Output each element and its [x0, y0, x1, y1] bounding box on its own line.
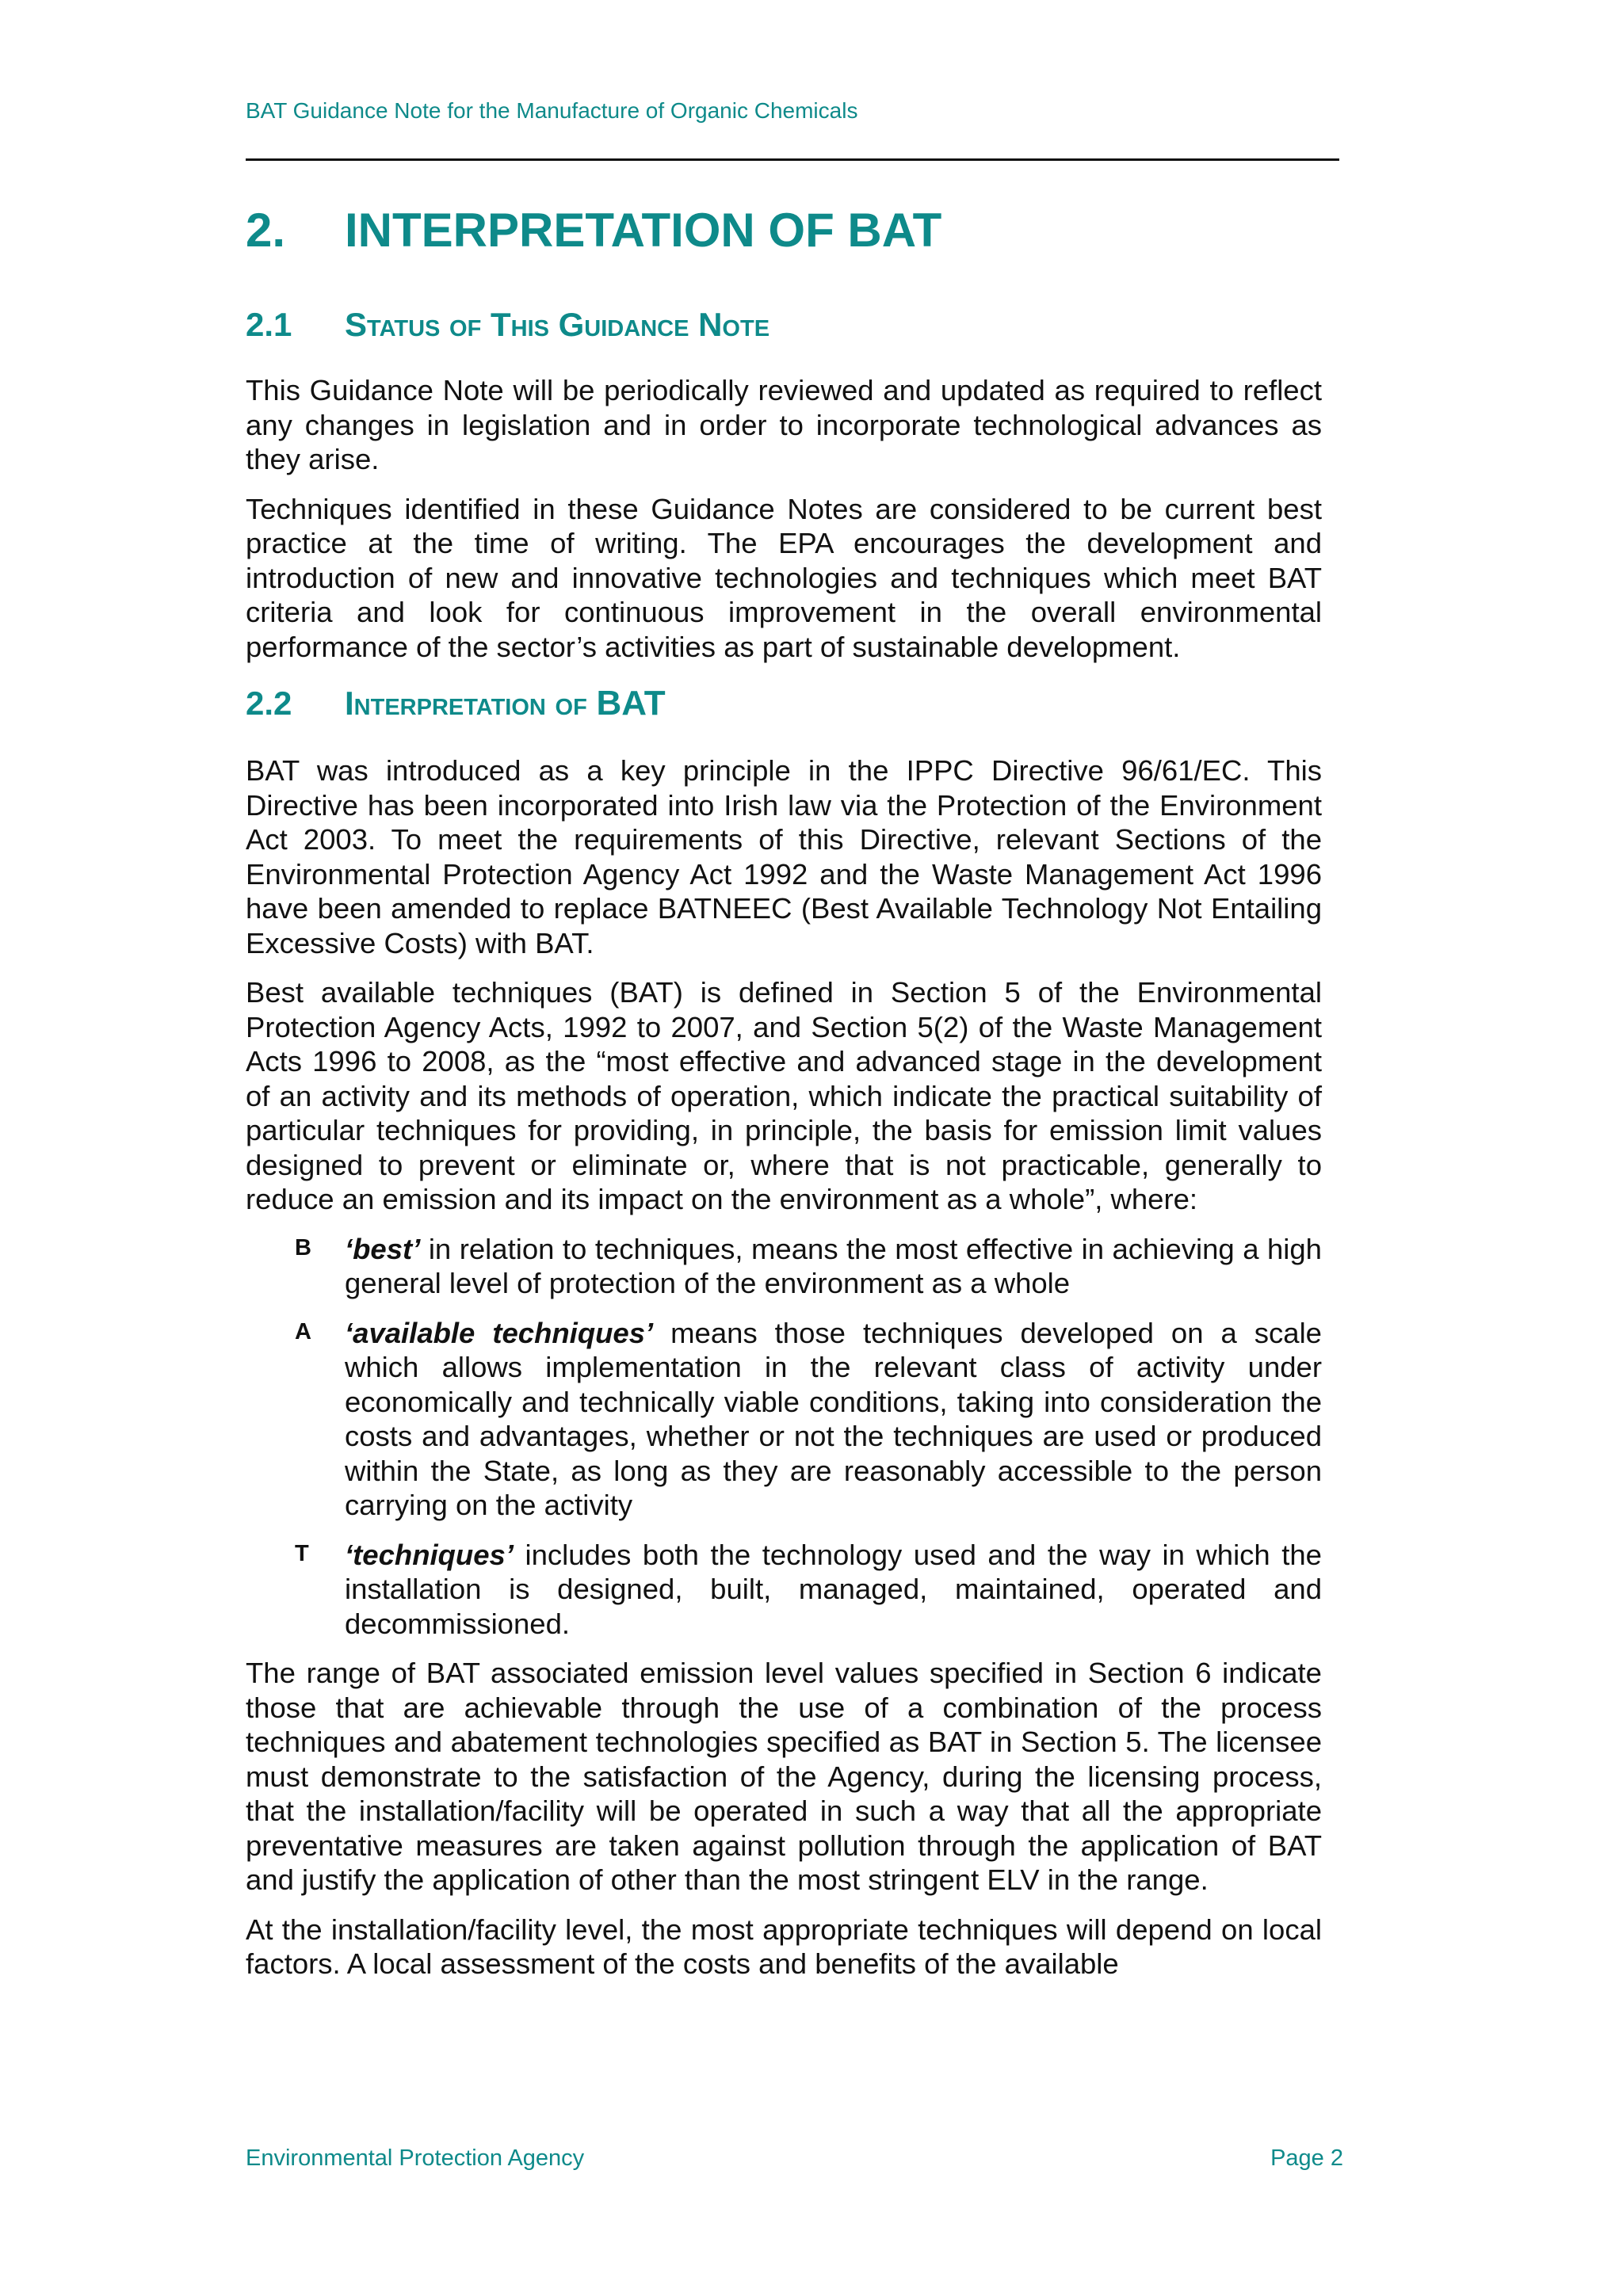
chapter-number: 2. — [246, 204, 286, 257]
definition-text — [345, 1232, 1322, 1301]
section-2-2-paragraph-3: The range of BAT associated emission level values specified in Section 6 indicate those that are achievable through the use of a combination of the process techniques and abatement technologies specified as BAT in Section 5. The licensee must demonstrate to the satisfaction of the Agency, during the licensing process, that the installation/facility will be operated in such a way that all the appropriate preventative measures are taken against pollution through the application of BAT and justify the application of other than the most stringent ELV in the range. — [246, 1657, 1322, 1897]
definition-body: in relation to techniques, means the most effective in achieving a high general level of protection of the environment as a whole — [345, 1232, 1322, 1300]
definition-letter: A — [295, 1318, 311, 1344]
section-2-2-title — [345, 683, 666, 725]
bat-definition-list — [246, 1232, 1322, 1642]
definition-item-techniques — [246, 1538, 1322, 1642]
section-2-1-title: Status of This Guidance Note — [345, 306, 770, 343]
chapter-title: INTERPRETATION OF BAT — [345, 204, 942, 257]
section-2-1-heading — [246, 305, 1322, 345]
footer-page-number: Page 2 — [1270, 2145, 1343, 2171]
section-2-2-paragraph-2: Best available techniques (BAT) is defined in Section 5 of the Environmental Protection Agency Acts, 1992 to 2007, and Section 5(2) of the Waste Management Acts 1996 to 2008, as the “most effective and advanced stage in the development of an activity and its methods of operation, which indicate the practical suitability of particular techniques for providing, in principle, the basis for emission limit values designed to prevent or eliminate or, where that is not practicable, generally to reduce an emission and its impact on the environment as a whole”, where: — [246, 976, 1322, 1216]
definition-body: means those techniques developed on a scale which allows implementation in the relevant class of activity under economically and technically viable conditions, taking into consideration the costs and advantages, whether or not the techniques are used or produced within the State, as long as they are reasonably accessible to the person carrying on the activity — [345, 1316, 1322, 1522]
definition-item-best — [246, 1232, 1322, 1301]
section-2-2-number: 2.2 — [246, 685, 292, 723]
definition-term: ‘best’ — [345, 1232, 421, 1265]
chapter-heading — [246, 202, 1322, 259]
definition-body: includes both the technology used and the way in which the installation is designed, built, managed, maintained, operated and decommissioned. — [345, 1538, 1322, 1640]
section-2-2-paragraph-1: BAT was introduced as a key principle in the IPPC Directive 96/61/EC. This Directive has been incorporated into Irish law via the Protection of the Environment Act 2003. To meet the requirements of this Directive, relevant Sections of the Environmental Protection Agency Act 1992 and the Waste Management Act 1996 have been amended to replace BATNEEC (Best Available Technology Not Entailing Excessive Costs) with BAT. — [246, 754, 1322, 959]
page-content — [246, 202, 1322, 1997]
section-2-2-title-bat: BAT — [596, 684, 666, 723]
section-2-2-paragraph-4: At the installation/facility level, the most appropriate techniques will depend on local factors. A local assessment of the costs and benefits of the available — [246, 1913, 1322, 1981]
definition-item-available-techniques — [246, 1316, 1322, 1523]
running-header: BAT Guidance Note for the Manufacture of Organic Chemicals — [246, 98, 858, 123]
header-rule — [246, 158, 1339, 161]
definition-text — [345, 1538, 1322, 1642]
section-2-1-paragraph-1: This Guidance Note will be periodically reviewed and updated as required to reflect any changes in legislation and in order to incorporate technological advances as they arise. — [246, 374, 1322, 476]
definition-letter: B — [295, 1234, 311, 1261]
section-2-1-paragraph-2: Techniques identified in these Guidance Notes are considered to be current best practice at the time of writing. The EPA encourages the development and introduction of new and innovative technologies and techniques which meet BAT criteria and look for continuous improvement in the overall environmental performance of the sector’s activities as part of sustainable development. — [246, 492, 1322, 663]
definition-term: ‘available techniques’ — [345, 1316, 654, 1349]
section-2-1-number: 2.1 — [246, 306, 292, 343]
definition-term: ‘techniques’ — [345, 1538, 514, 1571]
footer-agency: Environmental Protection Agency — [246, 2145, 585, 2171]
definition-letter: T — [295, 1540, 309, 1566]
section-2-2-heading — [246, 683, 1322, 725]
definition-text — [345, 1316, 1322, 1523]
section-2-2-title-prefix: Interpretation of — [345, 685, 597, 723]
